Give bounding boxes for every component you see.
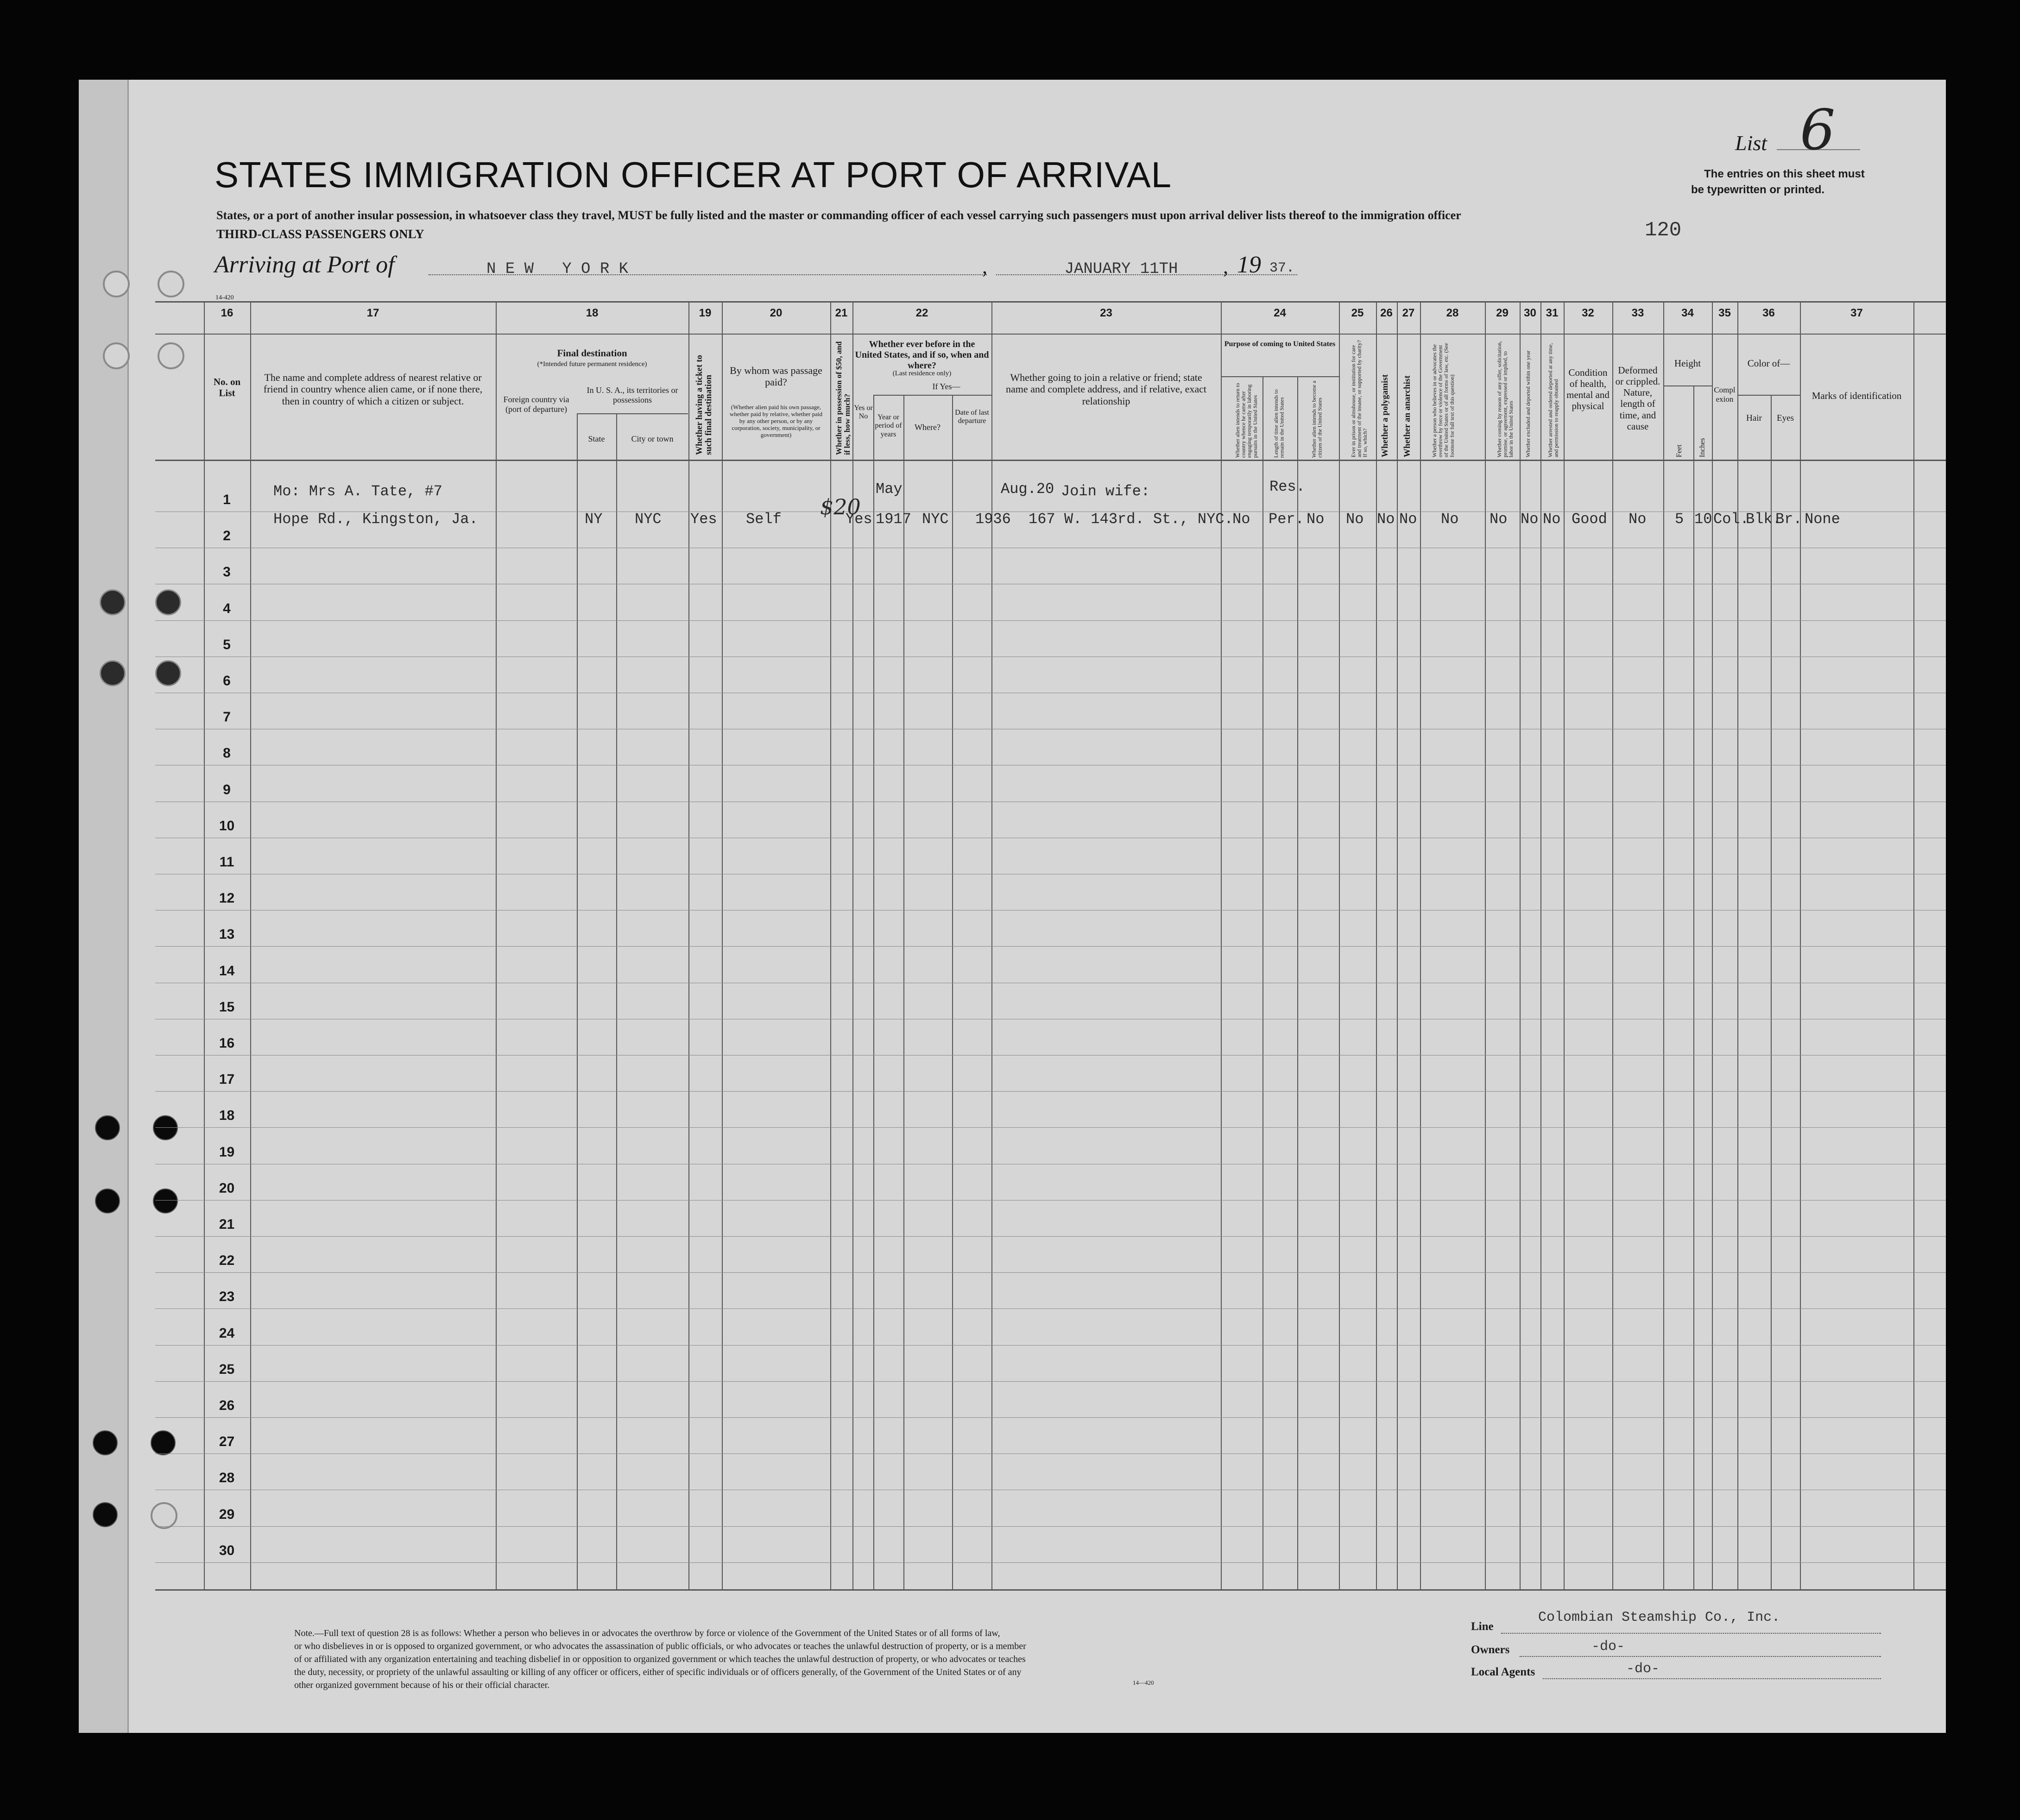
- col-number: 33: [1631, 307, 1644, 319]
- col-header: Whether having a ticket to such final destination: [694, 354, 713, 455]
- overthrow-status: No: [1441, 511, 1459, 528]
- port-label: Arriving at Port of: [215, 252, 395, 278]
- row-number: 6: [223, 673, 231, 689]
- height-inches: 10: [1694, 511, 1712, 528]
- deformity-status: No: [1629, 511, 1647, 528]
- destination-state: NY: [585, 511, 603, 528]
- row-number: 11: [219, 854, 234, 870]
- col-header: Ever in prison or almshouse, or institution for care and treatment of the insane, or supported by charity? If so, which?: [1350, 340, 1369, 457]
- col-header: Whether arrested and ordered deported at any time, and permission to reapply obtained: [1547, 343, 1559, 457]
- binder-hole: [100, 589, 126, 615]
- row-line: [155, 1236, 1946, 1237]
- binder-hole: [95, 1115, 120, 1140]
- col-number: 35: [1718, 307, 1731, 319]
- col-number: 37: [1850, 307, 1863, 319]
- binder-hole: [95, 1188, 120, 1213]
- binder-hole: [158, 342, 184, 369]
- col-number: 36: [1762, 307, 1775, 319]
- row-number: 27: [219, 1434, 235, 1449]
- col-number: 27: [1402, 307, 1415, 319]
- row-number: 20: [219, 1181, 235, 1196]
- row-number: 25: [219, 1362, 235, 1377]
- col-number: 17: [366, 307, 379, 319]
- binder-hole: [93, 1430, 118, 1455]
- col-header: Marks of identification: [1812, 390, 1902, 401]
- binder-hole: [151, 1502, 177, 1529]
- year-suffix: 37.: [1269, 260, 1295, 276]
- col-header: Height: [1674, 358, 1701, 369]
- row-number: 26: [219, 1398, 235, 1413]
- col-number: 24: [1274, 307, 1286, 319]
- col-subheader: (Last residence only): [892, 370, 952, 377]
- row-line: [155, 1308, 1946, 1309]
- row-number: 12: [219, 891, 235, 906]
- row-number: 14: [219, 963, 235, 979]
- instruction-line: States, or a port of another insular possession, in whatsoever class they travel, MUST be fully listed and the master or commanding officer of each vessel carrying such passengers must upon arrival deliver lists thereof to the immigration officer: [216, 209, 1461, 222]
- citizen-intent: No: [1307, 511, 1325, 528]
- row-number: 16: [219, 1036, 235, 1051]
- col-header: Purpose of coming to United States: [1224, 340, 1336, 348]
- row-number: 8: [223, 746, 231, 761]
- col-subheader: Whether alien intends to become a citizen of the United States: [1311, 380, 1323, 458]
- relative-address: Hope Rd., Kingston, Ja.: [273, 511, 478, 528]
- list-label: List: [1735, 131, 1768, 155]
- row-number: 15: [219, 999, 235, 1015]
- height-feet: 5: [1675, 511, 1684, 528]
- col-subheader: Foreign country via (port of departure): [503, 395, 569, 414]
- row-number: 24: [219, 1326, 235, 1341]
- polygamist-status: No: [1377, 511, 1395, 528]
- row-number: 2: [223, 528, 231, 543]
- complexion: Col.: [1713, 511, 1749, 528]
- col-subheader: (Whether alien paid his own passage, whether paid by relative, whether paid by any other person, or by any corporation, society, municipality, or government): [730, 404, 822, 438]
- anarchist-status: No: [1399, 511, 1417, 528]
- footnote: or who disbelieves in or is opposed to organized government, or who advocates the assassination of public officials, or who advocates or teaches the unlawful destruction of property, or is a member: [294, 1641, 1026, 1651]
- col-header: Whether in possession of $50, and if less, how much?: [834, 341, 852, 455]
- col-subheader: In U. S. A., its territories or possessions: [587, 385, 678, 404]
- offer-status: No: [1490, 511, 1508, 528]
- binder-hole: [103, 342, 130, 369]
- col-header: The name and complete address of nearest relative or friend in country whence alien came, or if none there, then in country of which a citizen or subject.: [263, 372, 483, 407]
- col-header: Deformed or crippled. Nature, length of time, and cause: [1615, 365, 1660, 432]
- arrival-date: JANUARY 11TH: [1064, 260, 1178, 278]
- eye-color: Br.: [1775, 511, 1802, 528]
- col-subheader: Eyes: [1777, 413, 1794, 423]
- row-line: [155, 1417, 1946, 1418]
- col-header: By whom was passage paid?: [730, 365, 822, 388]
- relative-address: Mo: Mrs A. Tate, #7: [273, 483, 442, 500]
- col-subheader: State: [588, 434, 605, 443]
- passage-paid-by: Self: [746, 511, 782, 528]
- col-number: 19: [699, 307, 712, 319]
- col-subheader: (*Intended future permanent residence): [537, 360, 647, 368]
- col-number: 25: [1351, 307, 1364, 319]
- col-header: Whether going to join a relative or friend; state name and complete address, and if relative, exact relationship: [1005, 372, 1207, 407]
- col-number: 29: [1496, 307, 1509, 319]
- excluded-status: No: [1521, 511, 1539, 528]
- health-condition: Good: [1572, 511, 1607, 528]
- col-header: Whether coming by reason of any offer, solicitation, promise, or agreement, expressed or implied, to labor in the United States: [1496, 341, 1515, 457]
- col-header: Color of—: [1747, 358, 1790, 369]
- col-subheader: Whether alien intends to return to country whence he came after engaging temporarily in laboring pursuits in the United States: [1234, 383, 1258, 458]
- stay-length: Per.: [1269, 511, 1304, 528]
- col-header: Whether ever before in the United States, and if so, when and where?: [855, 339, 989, 371]
- row-number: 4: [223, 601, 231, 616]
- col-header: Condition of health, mental and physical: [1566, 367, 1610, 412]
- row-line: [155, 1091, 1946, 1092]
- row-line: [155, 1562, 1946, 1563]
- footer-form-code: 14—420: [1133, 1679, 1154, 1686]
- departure-year: 1936: [975, 511, 1011, 528]
- departure-month: Aug.20: [1001, 480, 1054, 498]
- col-header: Complexion: [1714, 385, 1736, 404]
- binder-hole: [153, 1115, 178, 1140]
- row-line: [155, 946, 1946, 947]
- binder-hole: [100, 660, 126, 686]
- col-subheader: Where?: [915, 423, 941, 432]
- previous-year: 1917: [876, 511, 911, 528]
- row-number: 17: [219, 1072, 235, 1087]
- manifest-sheet: STATES IMMIGRATION OFFICER AT PORT OF ARRIVAL States, or a port of another insular possession, in whatsoever class they travel, MUST be fully listed and the master or commanding officer of each vessel carrying such passengers must upon arrival deliver lists thereof to the immigration officer THIRD-CLASS PASSENGERS ONLY Arriving at Port of N E W Y O R K , JANUARY 11TH , 19 37. List 6 The entries on this sheet must be typewritten or printed. 120 14-420 16 17 18 19 20 21 22 23 24 25 26 27 28 29 30 31 32 33 34 35 36 37 No. on List The name and complete address of nearest relative or friend in country whence alien came, or if none there, then in country of which a citizen or subject. Final destination (*Intended future permanent residence) Foreign country via (port of departure) In U. S. A., its territories or possessions State City or town Whether having a ticket to such final destination By whom was passage paid? (Whether alien paid his own passage, whether paid by relative, whether paid by any other person, or by any corporation, society, municipality, or government) Whether in possession of $50, and if less, how much? Whether ever before in the United States, and if so, when and where? (Last residence only) If Yes— Yes or No Year or period of years Where? Date of last departure Whether going to join a relative or friend; state name and complete address, and if relative, exact relationship Purpose of coming to United States Whether alien intends to return to country whence he came after engaging temporarily in laboring pursuits in the United States Length of time alien intends to remain in the United States Whether alien intends to become a citizen of the United States Ever in prison or almshouse, or institution for care and treatment of the insane, or supported by charity? If so, which? Whether a polygamist Whether an anarchist Whether a person who believes in or advocates the overthrow by force or violence of the Government of the United States or of all forms of law, etc. (See footnote for full text of this question) Whether coming by reason of any offer, solicitation, promise, or agreement, expressed or implied, to labor in the United States Whether excluded and deported within one year Whether arrested and ordered deported at any time, and permission to reapply obtained Condition of health, mental and physical Deformed or crippled. Nature, length of time, and cause Height Feet Inches Complexion Color of— Hair Eyes Marks of identification 1 2 3 4 5 6 7 8 9 10 11 12 13 14 15 16 17 18 19 20 21 22 23 24 25 26 27 28 29 30 Mo: Mrs A. Tate, #7 Hope Rd., Kingston, Ja. NY NYC Yes Self $20 Yes May 1917 NYC Aug.20 1936 Join wife: 167 W. 143rd. St., NYC. No Res. Per. No No No No No No No No Good No 5 10 Col. Blk. Br. None Note.—Full text of question 28 is as follows: Whether a person who believes in or advocates the overthrow by force or violence of the Government of the United States or of all forms of law, or who disbelieves in or is opposed to organized government, or who advocates the assassination of public officials, or who advocates or teaches the unlawful destruction of property, or is a member of or affiliated with any organization entertaining and teaching disbelief in or opposition to organized government or which teaches the unlawful destruction of property, or who advocates or teaches the duty, necessity, or propriety of the unlawful assaulting or killing of any officer or officers, either of specific individuals or of officers generally, of the Government of the United States or of any other organized government because of his or their official character. 14—420 Line Colombian Steamship Co., Inc. Owners -do- Local Agents -do-: [79, 80, 1946, 1733]
- row-number: 9: [223, 782, 231, 797]
- row-line: [155, 1381, 1946, 1382]
- col-number: 28: [1446, 307, 1459, 319]
- owners-label: Owners: [1471, 1643, 1510, 1656]
- col-number: 18: [586, 307, 599, 319]
- form-code: 14-420: [215, 294, 234, 301]
- col-header: Whether a person who believes in or advocates the overthrow by force or violence of the Government of the United States or of all forms of law, etc. (See footnote for full text of this question): [1431, 343, 1455, 457]
- footnote: Note.—Full text of question 28 is as follows: Whether a person who believes in or advocates the overthrow by force or violence of the Government of the United States or of all forms of law,: [294, 1628, 1000, 1638]
- destination-city: NYC: [635, 511, 662, 528]
- col-number: 21: [835, 307, 848, 319]
- row-line: [155, 1127, 1946, 1128]
- binder-hole: [155, 660, 181, 686]
- binding-strip: [79, 80, 129, 1733]
- binder-hole: [93, 1502, 118, 1527]
- joining-address: 167 W. 143rd. St., NYC.: [1029, 511, 1233, 528]
- port-value: N E W Y O R K: [486, 260, 629, 278]
- return-intent: No: [1232, 511, 1250, 528]
- col-number: 20: [770, 307, 783, 319]
- row-number: 29: [219, 1507, 235, 1522]
- row-number: 28: [219, 1470, 235, 1485]
- row-number: 22: [219, 1253, 235, 1268]
- row-number: 30: [219, 1543, 235, 1558]
- money-amount: $20: [820, 494, 861, 519]
- col-number: 30: [1524, 307, 1536, 319]
- owners-value: -do-: [1591, 1639, 1625, 1655]
- row-line: [155, 1200, 1946, 1201]
- row-line: [155, 1453, 1946, 1454]
- row-number: 13: [219, 927, 235, 942]
- binder-hole: [155, 589, 181, 615]
- row-line: [155, 1272, 1946, 1273]
- footnote: other organized government because of his or their official character.: [294, 1680, 550, 1690]
- col-subheader: If Yes—: [932, 382, 960, 391]
- joining-relative: Join wife:: [1061, 483, 1150, 500]
- col-number: 26: [1380, 307, 1393, 319]
- col-subheader: Date of last departure: [955, 409, 989, 425]
- col-header: No. on List: [213, 376, 241, 399]
- previous-month: May: [876, 480, 903, 498]
- col-subheader: City or town: [631, 434, 674, 443]
- identification-marks: None: [1805, 511, 1840, 528]
- col-header: Whether excluded and deported within one year: [1525, 350, 1531, 457]
- agents-value: -do-: [1626, 1661, 1660, 1677]
- year-prefix: 19: [1237, 252, 1261, 278]
- binder-hole: [158, 271, 184, 297]
- col-number: 32: [1582, 307, 1594, 319]
- row-number: 19: [219, 1144, 235, 1160]
- class-line: THIRD-CLASS PASSENGERS ONLY: [216, 227, 424, 241]
- steamship-line: Colombian Steamship Co., Inc.: [1538, 1610, 1780, 1625]
- col-subheader: Hair: [1746, 413, 1762, 423]
- entries-note: The entries on this sheet must: [1704, 168, 1865, 180]
- previously-in-us: Yes: [846, 511, 872, 528]
- row-number: 1: [223, 492, 231, 507]
- col-number: 23: [1100, 307, 1112, 319]
- footnote: the duty, necessity, or propriety of the unlawful assaulting or killing of any officer or officers, either of specific individuals or of officers generally, of the Government of the United States or of any: [294, 1667, 1022, 1677]
- col-header: Whether a polygamist: [1380, 374, 1390, 457]
- row-line: [155, 1345, 1946, 1346]
- ticket-status: Yes: [690, 511, 717, 528]
- agents-label: Local Agents: [1471, 1666, 1535, 1678]
- col-header: Final destination: [557, 348, 627, 359]
- row-number: 7: [223, 709, 231, 725]
- prison-status: No: [1346, 511, 1364, 528]
- binder-hole: [151, 1430, 176, 1455]
- hair-color: Blk.: [1746, 511, 1781, 528]
- row-line: [155, 620, 1946, 621]
- row-number: 18: [219, 1108, 235, 1123]
- col-number: 34: [1681, 307, 1694, 319]
- line-label: Line: [1471, 1620, 1494, 1633]
- previous-residence: NYC: [922, 511, 949, 528]
- entries-note: be typewritten or printed.: [1691, 183, 1825, 196]
- col-subheader: Length of time alien intends to remain in the United States: [1273, 389, 1285, 458]
- footnote: of or affiliated with any organization entertaining and teaching disbelief in or opposition to organized government or which teaches the unlawful destruction of property, or who advocates or teaches: [294, 1654, 1026, 1664]
- col-number: 16: [221, 307, 234, 319]
- binder-hole: [153, 1188, 178, 1213]
- col-subheader: Yes or No: [854, 404, 873, 421]
- list-number: 6: [1800, 98, 1836, 163]
- sheet-number: 120: [1645, 219, 1682, 242]
- col-subheader: Year or period of years: [875, 413, 902, 438]
- stay-length: Res.: [1269, 478, 1305, 495]
- row-line: [155, 1526, 1946, 1527]
- col-number: 22: [915, 307, 928, 319]
- col-number: 31: [1546, 307, 1559, 319]
- col-header: Whether an anarchist: [1402, 375, 1412, 457]
- row-number: 5: [223, 637, 231, 652]
- row-number: 3: [223, 564, 231, 580]
- binder-hole: [103, 271, 130, 297]
- arrested-status: No: [1543, 511, 1561, 528]
- row-number: 23: [219, 1289, 235, 1304]
- col-subheader: Inches: [1698, 438, 1706, 457]
- row-number: 10: [219, 818, 235, 834]
- form-title: STATES IMMIGRATION OFFICER AT PORT OF ARRIVAL: [215, 154, 1172, 195]
- row-number: 21: [219, 1217, 235, 1232]
- col-subheader: Feet: [1675, 444, 1683, 457]
